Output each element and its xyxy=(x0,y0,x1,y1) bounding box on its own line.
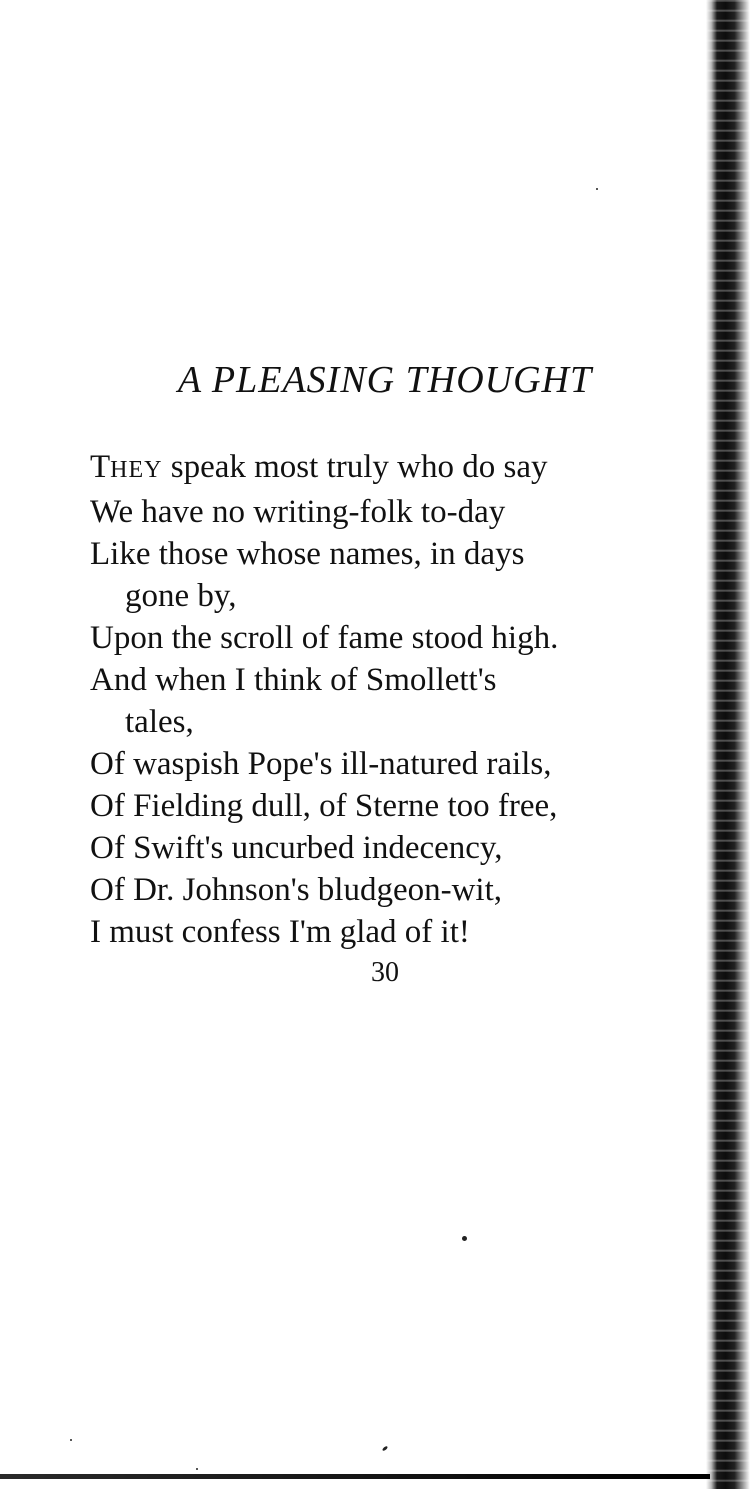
drop-initial: T xyxy=(90,449,111,485)
poem-line: Of Fielding dull, of Sterne too free, xyxy=(90,788,558,824)
poem-line: Of waspish Pope's ill-natured rails, xyxy=(90,746,552,782)
poem-line: Like those whose names, in days xyxy=(90,536,525,572)
ink-speck xyxy=(596,188,598,190)
poem-line: Upon the scroll of fame stood high. xyxy=(90,620,559,656)
poem-line-continuation: gone by, xyxy=(125,578,237,614)
poem-line: Of Dr. Johnson's bludgeon-wit, xyxy=(90,872,503,908)
small-caps-word: HEY xyxy=(110,457,163,483)
poem-line: I must confess I'm glad of it! xyxy=(90,914,470,950)
ink-speck xyxy=(196,1468,198,1470)
page-bottom-edge xyxy=(0,1474,710,1479)
poem-line: We have no writing-folk to-day xyxy=(90,494,506,530)
ink-speck xyxy=(70,1439,72,1441)
poem-body xyxy=(90,446,680,953)
poem-title: A PLEASING THOUGHT xyxy=(177,359,593,401)
poem-line-continuation: tales, xyxy=(125,704,194,740)
page-number: 30 xyxy=(371,957,399,988)
poem-line: Of Swift's uncurbed indecency, xyxy=(90,830,503,866)
poem-line: And when I think of Smollett's xyxy=(90,662,497,698)
ink-speck xyxy=(382,1445,389,1451)
page-spine-edge xyxy=(706,0,750,1489)
poem-line xyxy=(90,446,680,491)
ink-speck xyxy=(462,1236,467,1241)
poem-line-text: speak most truly who do say xyxy=(162,449,548,485)
